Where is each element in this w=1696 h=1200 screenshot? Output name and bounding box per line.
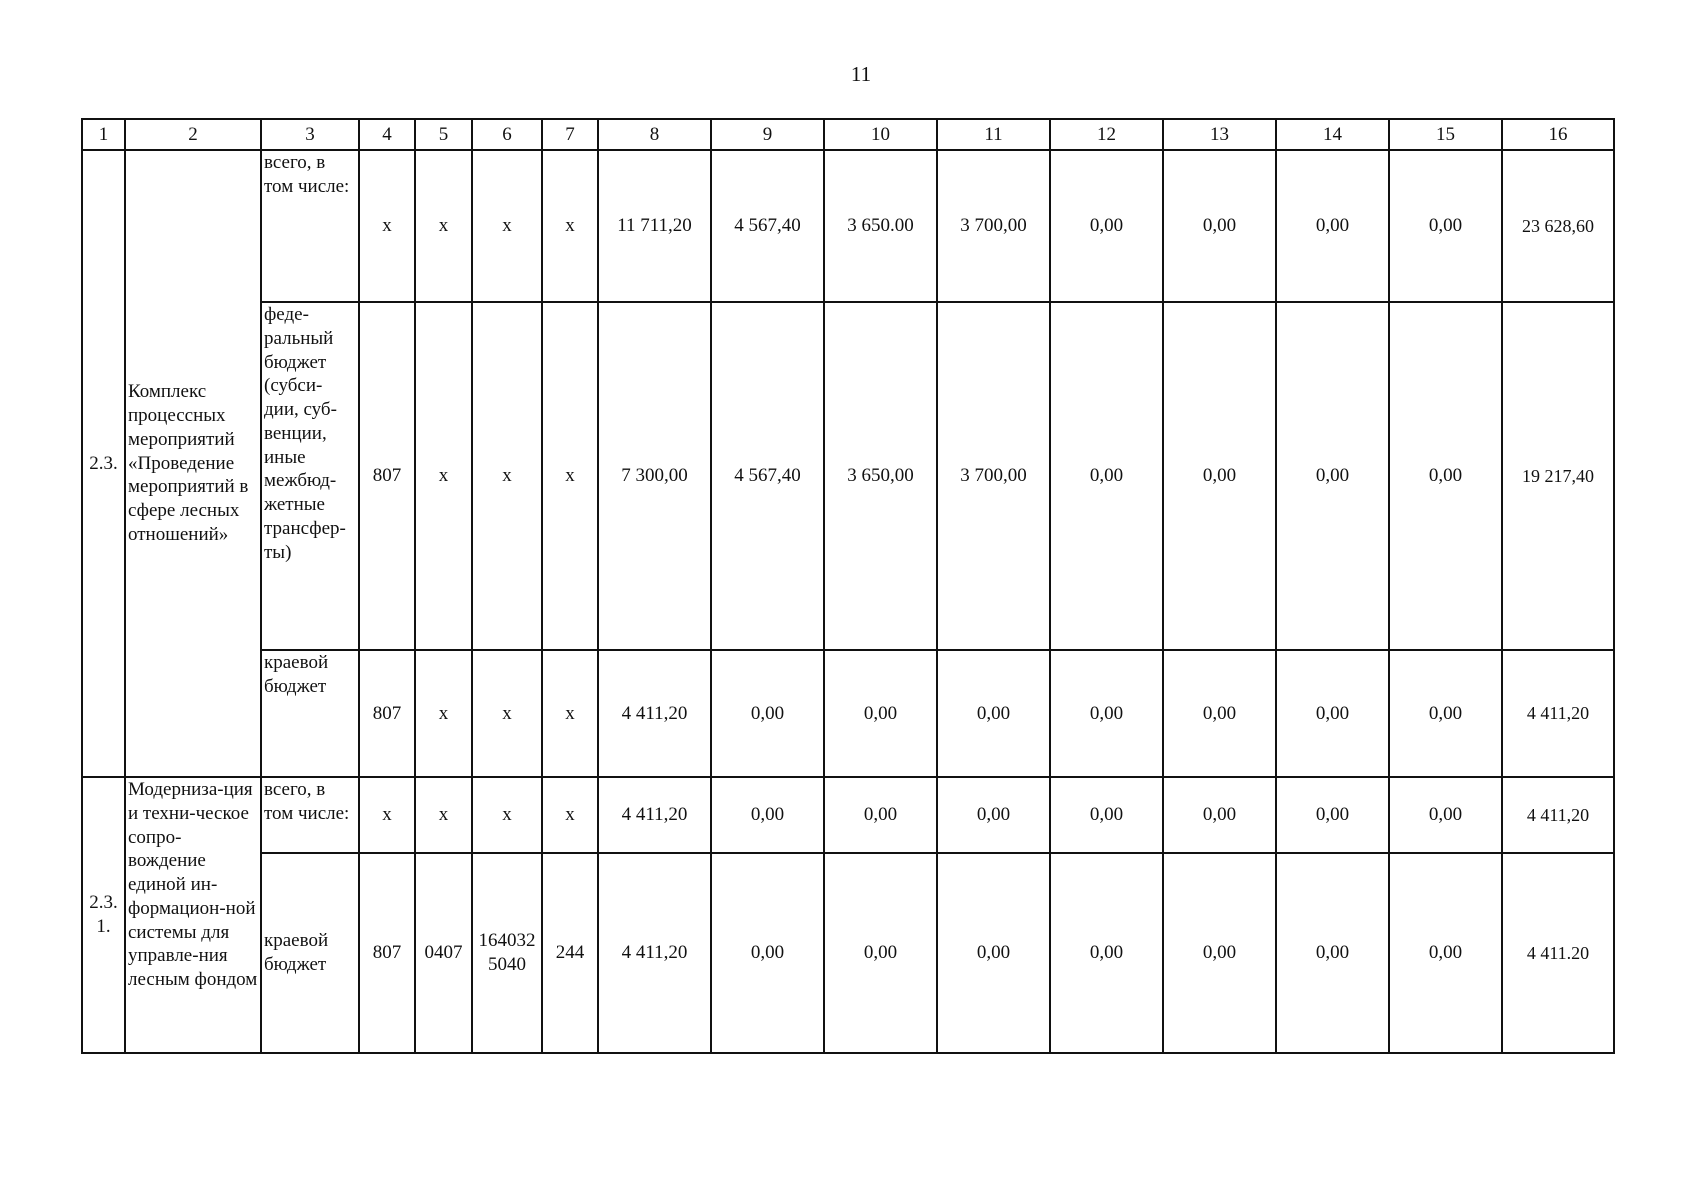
funding-source: краевой бюджет	[261, 650, 359, 777]
table-row	[82, 150, 1614, 302]
value-cell: 0,00	[1163, 853, 1276, 1053]
value-cell: 4 411,20	[598, 650, 711, 777]
value-cell: 0,00	[1163, 150, 1276, 302]
cell-col6: 164032 5040	[472, 853, 542, 1053]
value-cell: 0,00	[1050, 150, 1163, 302]
cell-col7: x	[542, 777, 598, 853]
value-cell: 0,00	[1163, 302, 1276, 650]
value-cell: 3 700,00	[937, 150, 1050, 302]
column-header: 10	[824, 119, 937, 150]
cell-col4: 807	[359, 853, 415, 1053]
column-header: 12	[1050, 119, 1163, 150]
total-cell: 4 411,20	[1502, 777, 1614, 853]
column-header: 9	[711, 119, 824, 150]
column-header: 4	[359, 119, 415, 150]
cell-col4: x	[359, 777, 415, 853]
value-cell: 4 567,40	[711, 302, 824, 650]
row-index: 2.3. 1.	[82, 777, 125, 1053]
value-cell: 0,00	[937, 777, 1050, 853]
value-cell: 0,00	[937, 853, 1050, 1053]
column-header: 13	[1163, 119, 1276, 150]
column-header: 1	[82, 119, 125, 150]
value-cell: 0,00	[1276, 853, 1389, 1053]
value-cell: 7 300,00	[598, 302, 711, 650]
table-row	[82, 853, 1614, 1053]
table-row	[82, 777, 1614, 853]
value-cell: 0,00	[1050, 650, 1163, 777]
activity-name: Комплекс процессных мероприятий «Проведение мероприятий в сфере лесных отношений»	[125, 150, 261, 777]
activity-name: Модерниза-ция и техни-ческое сопро-вождение единой ин-формацион-ной системы для управле-ния лесным фондом	[125, 777, 261, 1053]
cell-col4: 807	[359, 302, 415, 650]
value-cell: 0,00	[824, 650, 937, 777]
value-cell: 0,00	[1050, 853, 1163, 1053]
value-cell: 0,00	[824, 777, 937, 853]
funding-source: всего, в том числе:	[261, 777, 359, 853]
value-cell: 0,00	[1276, 150, 1389, 302]
column-header: 15	[1389, 119, 1502, 150]
cell-col6: x	[472, 150, 542, 302]
column-header: 5	[415, 119, 472, 150]
column-number-row	[82, 119, 1614, 150]
cell-col6: x	[472, 777, 542, 853]
cell-col5: x	[415, 777, 472, 853]
total-cell: 19 217,40	[1502, 302, 1614, 650]
total-cell: 4 411,20	[1502, 650, 1614, 777]
row-index: 2.3.	[82, 150, 125, 777]
value-cell: 0,00	[1389, 150, 1502, 302]
column-header: 7	[542, 119, 598, 150]
cell-col7: x	[542, 302, 598, 650]
value-cell: 0,00	[711, 777, 824, 853]
column-header: 6	[472, 119, 542, 150]
total-cell: 4 411.20	[1502, 853, 1614, 1053]
cell-col5: x	[415, 302, 472, 650]
column-header: 11	[937, 119, 1050, 150]
funding-source: феде-ральный бюджет (субси-дии, суб-венции, иные межбюд-жетные трансфер-ты)	[261, 302, 359, 650]
value-cell: 0,00	[711, 650, 824, 777]
column-header: 14	[1276, 119, 1389, 150]
value-cell: 0,00	[1389, 853, 1502, 1053]
value-cell: 0,00	[1163, 650, 1276, 777]
column-header: 16	[1502, 119, 1614, 150]
page-number: 11	[850, 62, 872, 86]
cell-col7: 244	[542, 853, 598, 1053]
value-cell: 11 711,20	[598, 150, 711, 302]
value-cell: 0,00	[1050, 777, 1163, 853]
cell-col7: x	[542, 150, 598, 302]
value-cell: 0,00	[711, 853, 824, 1053]
cell-col5: x	[415, 150, 472, 302]
value-cell: 0,00	[1050, 302, 1163, 650]
column-header: 3	[261, 119, 359, 150]
funding-source: краевой бюджет	[261, 853, 359, 1053]
value-cell: 4 411,20	[598, 853, 711, 1053]
cell-col5: x	[415, 650, 472, 777]
value-cell: 4 411,20	[598, 777, 711, 853]
value-cell: 3 650.00	[824, 150, 937, 302]
value-cell: 0,00	[1276, 777, 1389, 853]
column-header: 2	[125, 119, 261, 150]
value-cell: 4 567,40	[711, 150, 824, 302]
table-row	[82, 302, 1614, 650]
cell-col5: 0407	[415, 853, 472, 1053]
cell-col6: x	[472, 302, 542, 650]
value-cell: 0,00	[937, 650, 1050, 777]
value-cell: 0,00	[1389, 650, 1502, 777]
table-row	[82, 650, 1614, 777]
value-cell: 0,00	[824, 853, 937, 1053]
value-cell: 0,00	[1276, 302, 1389, 650]
cell-col7: x	[542, 650, 598, 777]
value-cell: 0,00	[1163, 777, 1276, 853]
cell-col4: 807	[359, 650, 415, 777]
value-cell: 0,00	[1389, 777, 1502, 853]
value-cell: 3 700,00	[937, 302, 1050, 650]
value-cell: 0,00	[1276, 650, 1389, 777]
total-cell: 23 628,60	[1502, 150, 1614, 302]
value-cell: 0,00	[1389, 302, 1502, 650]
cell-col6: x	[472, 650, 542, 777]
funding-source: всего, в том числе:	[261, 150, 359, 302]
value-cell: 3 650,00	[824, 302, 937, 650]
cell-col4: x	[359, 150, 415, 302]
column-header: 8	[598, 119, 711, 150]
budget-table	[81, 118, 1615, 1054]
